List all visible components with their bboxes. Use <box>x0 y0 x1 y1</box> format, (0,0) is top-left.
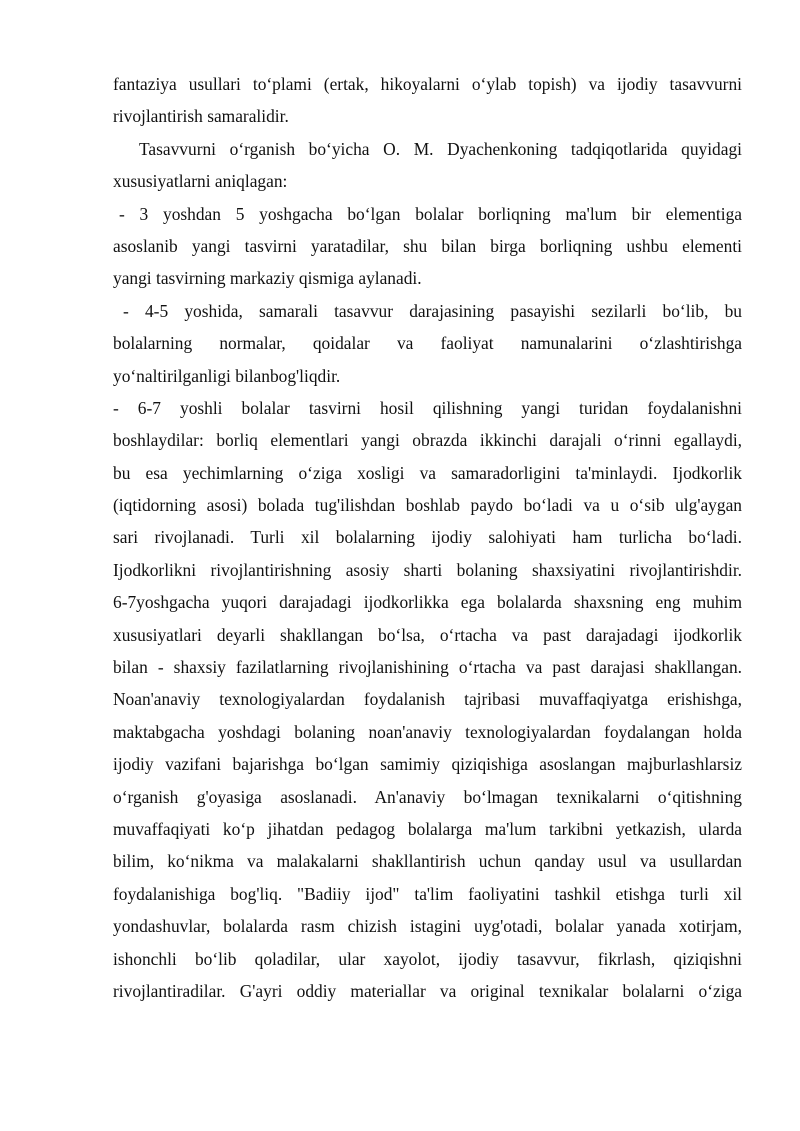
text-line: ijodiy vazifani bajarishga bo‘lgan samimiy qiziqishiga asoslangan majburlashlarsiz <box>113 754 742 775</box>
text-line: foydalanishiga bog'liq. "Badiiy ijod" ta'lim faoliyatini tashkil etishga turli xil <box>113 883 742 904</box>
list-item-line: - 4-5 yoshida, samarali tasavvur darajasining pasayishi sezilarli bo‘lib, bu <box>123 300 742 321</box>
text-line: yondashuvlar, bolalarda rasm chizish istagini uyg'otadi, bolalar yanada xotirjam, <box>113 916 742 937</box>
text-line: Tasavvurni o‘rganish bo‘yicha O. M. Dyachenkoning tadqiqotlarida quyidagi <box>139 138 742 159</box>
list-item-line: - 3 yoshdan 5 yoshgacha bo‘lgan bolalar borliqning ma'lum bir elementiga <box>119 203 742 224</box>
text-line: boshlaydilar: borliq elementlari yangi obrazda ikkinchi darajali o‘rinni egallaydi, <box>113 430 742 451</box>
text-line: xususiyatlarni aniqlagan: <box>113 171 288 192</box>
text-line: bilan - shaxsiy fazilatlarning rivojlanishining o‘rtacha va past darajasi shakllangan. <box>113 657 742 678</box>
text-line: fantaziya usullari to‘plami (ertak, hikoyalarni o‘ylab topish) va ijodiy tasavvurni <box>113 74 742 94</box>
text-line: 6-7yoshgacha yuqori darajadagi ijodkorlikka ega bolalarda shaxsning eng muhim <box>113 592 742 613</box>
text-line: asoslanib yangi tasvirni yaratadilar, shu bilan birga borliqning ushbu elementi <box>113 235 742 256</box>
text-line: ishonchli bo‘lib qoladilar, ular xayolot, ijodiy tasavvur, fikrlash, qiziqishni <box>113 948 742 969</box>
text-line: muvaffaqiyati ko‘p jihatdan pedagog bolalarga ma'lum tarkibni yetkazish, ularda <box>113 818 742 839</box>
text-line: yangi tasvirning markaziy qismiga aylanadi. <box>113 268 422 289</box>
text-line: (iqtidorning asosi) bolada tug'ilishdan boshlab paydo bo‘ladi va u o‘sib ulg'aygan <box>113 495 742 516</box>
text-line: Noan'anaviy texnologiyalardan foydalanish tajribasi muvaffaqiyatga erishishga, <box>113 689 742 710</box>
document-page <box>113 68 742 1007</box>
text-line: Ijodkorlikni rivojlantirishning asosiy sharti bolaning shaxsiyatini rivojlantirishdir. <box>113 559 742 580</box>
text-line: bolalarning normalar, qoidalar va faoliyat namunalarini o‘zlashtirishga <box>113 333 742 354</box>
text-line: yo‘naltirilganligi bilanbog'liqdir. <box>113 365 341 386</box>
text-line: bilim, ko‘nikma va malakalarni shakllantirish uchun qanday usul va usullardan <box>113 851 742 872</box>
text-line: rivojlantiradilar. G'ayri oddiy materiallar va original texnikalar bolalarni o‘ziga <box>113 980 742 1001</box>
text-line: maktabgacha yoshdagi bolaning noan'anaviy texnologiyalardan foydalangan holda <box>113 721 742 742</box>
text-line: o‘rganish g'oyasiga asoslanadi. An'anaviy bo‘lmagan texnikalarni o‘qitishning <box>113 786 742 807</box>
list-item-line: - 6-7 yoshli bolalar tasvirni hosil qilishning yangi turidan foydalanishni <box>113 397 742 418</box>
text-line: xususiyatlari deyarli shakllangan bo‘lsa, o‘rtacha va past darajadagi ijodkorlik <box>113 624 742 645</box>
text-line: rivojlantirish samaralidir. <box>113 106 289 127</box>
text-line: sari rivojlanadi. Turli xil bolalarning ijodiy salohiyati ham turlicha bo‘ladi. <box>113 527 742 548</box>
text-line: bu esa yechimlarning o‘ziga xosligi va samaradorligini ta'minlaydi. Ijodkorlik <box>113 462 742 483</box>
